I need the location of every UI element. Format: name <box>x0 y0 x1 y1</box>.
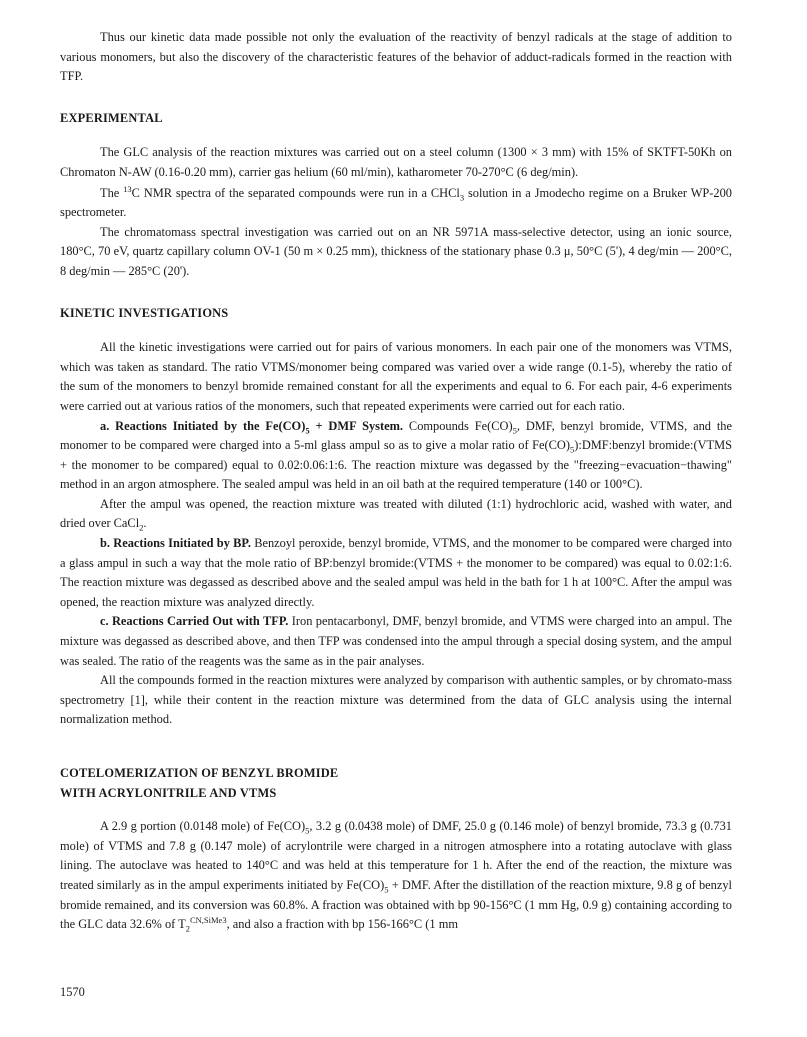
experimental-nmr-paragraph <box>60 184 732 223</box>
kinetic-after-paragraph: After the ampul was opened, the reaction mixture was treated with diluted (1:1) hydrochloric acid, washed with water, and dried over CaCl$_2$. <box>60 496 732 533</box>
nmr-chcl3-sub: 3 <box>459 192 465 203</box>
nmr-text-start: The <box>100 185 124 200</box>
kinetic-section-c: c. Reactions Carried Out with TFP. Iron pentacarbonyl, DMF, benzyl bromide, and VTMS were charged into an ampul. The mixture was degassed as described above, and then TFP was condensed into the ampul through a special dosing system, and the ampul was sealed. The ratio of the reagents was the same as in the pair analyses. <box>60 614 732 668</box>
intro-paragraph: Thus our kinetic data made possible not only the evaluation of the reactivity of benzyl radicals at the stage of addition to various monomers, but also the discovery of the characteristic features of the behavior of adduct-radicals formed in the reaction with TFP. <box>60 30 732 84</box>
section-a-lead: a. Reactions Initiated by the $Fe(CO)_5$ + DMF System. <box>100 418 404 435</box>
article-page <box>60 28 732 935</box>
section-b-lead: b. Reactions Initiated by BP. <box>100 536 251 551</box>
experimental-glc-paragraph: The GLC analysis of the reaction mixtures was carried out on a steel column (1300 × 3 mm) with 15% of SKTFT-50Kh on Chromaton N-AW (0.16-0.20 mm), carrier gas helium (60 ml/min), katharometer 70-270°C (6 deg/min). <box>60 145 732 179</box>
cotelomerization-heading: COTELOMERIZATION OF BENZYL BROMIDE WITH ACRYLONITRILE AND VTMS <box>60 766 339 800</box>
experimental-chromatomass-paragraph: The chromatomass spectral investigation was carried out on an NR 5971A mass-selective detector, using an ionic source, 180°C, 70 eV, quartz capillary column OV-1 (50 m × 0.25 mm), thickness of the stationary phase 0.3 μ, 50°C (5'), 4 deg/min — 200°C, 8 deg/min — 285°C (20'). <box>60 224 732 278</box>
section-c-lead: c. Reactions Carried Out with TFP. <box>100 614 289 629</box>
kinetic-intro-paragraph: All the kinetic investigations were carried out for pairs of various monomers. In each pair one of the monomers was VTMS, which was taken as standard. The ratio VTMS/monomer being compared was varied over a wide range (0.1-5), whereby the ratio of the sum of the monomers to benzyl bromide remained constant for all the experiments and equal to 6. For each pair, 4-6 experiments were carried out at various ratios of the monomers, such that repeated experiments were carried out for each ratio. <box>60 340 732 413</box>
nmr-text-mid: C NMR spectra of the separated compounds were run in a CHCl <box>131 185 460 200</box>
experimental-heading: EXPERIMENTAL <box>60 110 163 125</box>
kinetic-final-paragraph: All the compounds formed in the reaction mixtures were analyzed by comparison with authentic samples, or by chromato-mass spectrometry [1], while their content in the reaction mixture was determined from the data of GLC analysis using the internal normalization method. <box>60 673 732 727</box>
cotelomerization-paragraph: A 2.9 g portion (0.0148 mole) of $Fe(CO)_5$, 3.2 g (0.0438 mole) of DMF, 25.0 g (0.146 mole) of benzyl bromide, 73.3 g (0.731 mole) of VTMS and 7.8 g (0.147 mole) of acrylontrile were charged in a nitrogen atmosphere into a rotating autoclave with glass lining. The autoclave was heated to 140°C and was held at this temperature for 1 h. After the end of the reaction, the mixture was treated similarly as in the ampul experiments initiated by $Fe(CO)_5$ + DMF. After the distillation of the reaction mixture, 9.8 g of benzyl bromide remained, and its conversion was 60.8%. A fraction was obtained with bp 90-156°C (1 mm Hg, 0.9 g) containing according to the GLC data 32.6% of $T_2^{CN,SiMe3}$, and also a fraction with bp 156-166°C (1 mm <box>60 819 732 934</box>
nmr-isotope-sup: 13 <box>123 183 132 194</box>
page-number: 1570 <box>60 985 85 999</box>
kinetic-section-a: a. Reactions Initiated by the $Fe(CO)_5$ + DMF System. Compounds $Fe(CO)_5$, DMF, benzyl bromide, VTMS, and the monomer to be compared were charged into a 5-ml glass ampul so as to give a molar ratio of $Fe(CO)_5):DMF:benzyl$ bromide:(VTMS + the monomer to be compared) equal to 0.02:0.06:1:6. The reaction mixture was degassed by the "freezing−evacuation−thawing" method in an argon atmosphere. The sealed ampul was held in an oil bath at the required temperature (140 or 100°C). <box>60 418 732 492</box>
kinetic-heading: KINETIC INVESTIGATIONS <box>60 305 229 320</box>
nmr-text-end: solution in a Jmodecho regime on a Bruker WP-200 spectrometer. <box>60 185 732 220</box>
kinetic-section-b: b. Reactions Initiated by BP. Benzoyl peroxide, benzyl bromide, VTMS, and the monomer to be compared were charged into a glass ampul in such a way that the mole ratio of BP:benzyl bromide:(VTMS + the monomer to be compared) was equal to 0.02:1:6. The reaction mixture was degassed as described above and the sealed ampul was held in the bath for 1 h at 100°C. After the ampul was opened, the reaction mixture was analyzed directly. <box>60 536 732 609</box>
